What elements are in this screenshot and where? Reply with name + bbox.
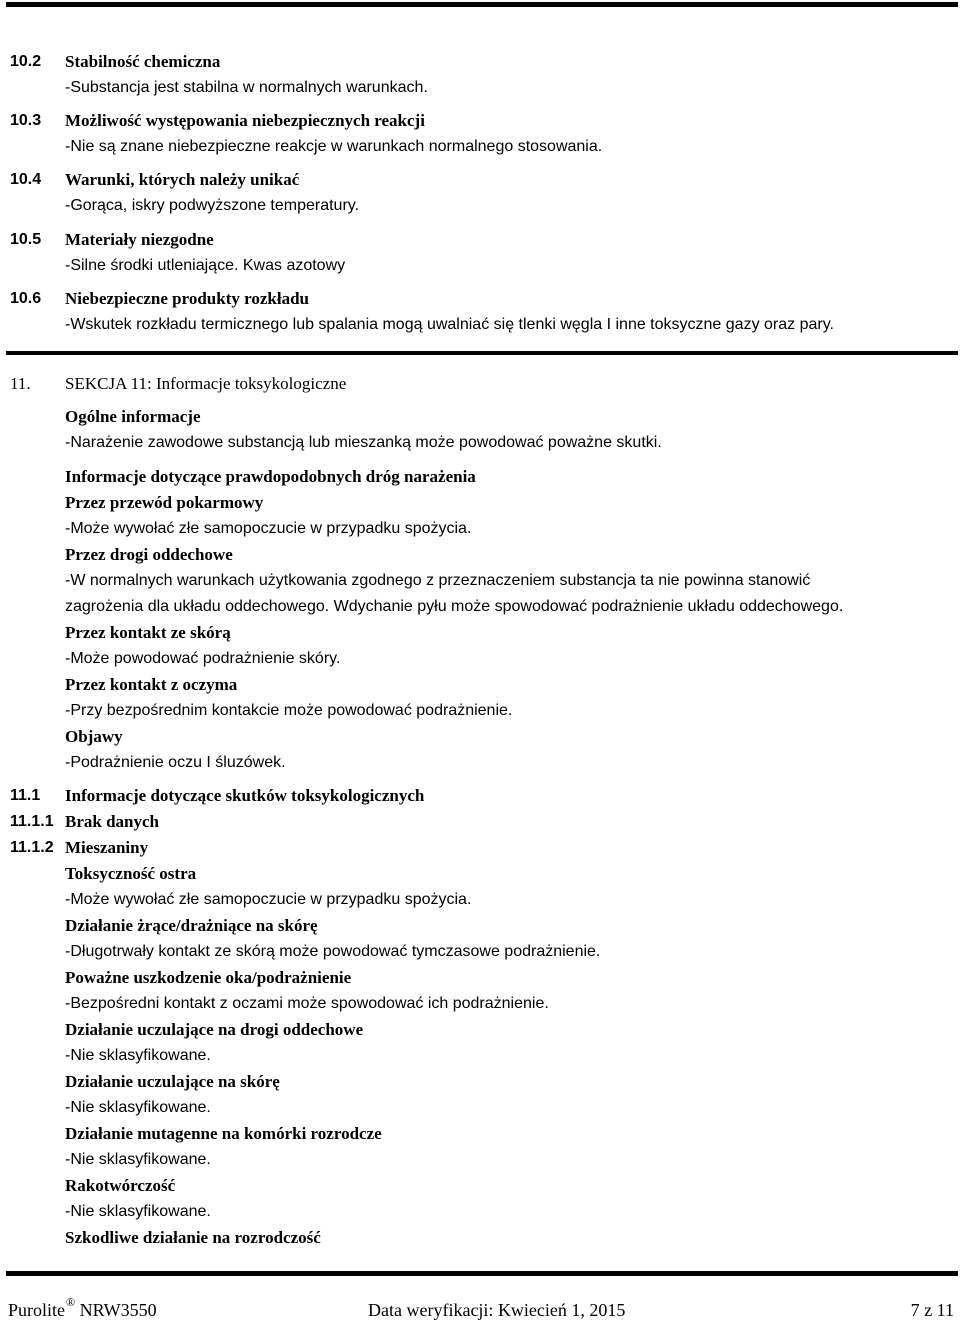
page-footer <box>0 1295 960 1324</box>
section-number: 10.3 <box>10 112 42 129</box>
section-title: Brak danych <box>65 812 159 831</box>
registered-mark: ® <box>66 1295 76 1309</box>
product-code: NRW3550 <box>79 1300 157 1320</box>
section-title: SEKCJA 11: Informacje toksykologiczne <box>65 374 347 393</box>
section-number: 10.4 <box>10 171 42 188</box>
section-divider <box>6 351 958 355</box>
footer-rule <box>6 1271 958 1276</box>
section-number: 10.6 <box>10 290 42 307</box>
section-title: Niebezpieczne produkty rozkładu <box>65 289 309 308</box>
page-number: 7 z 11 <box>910 1300 954 1320</box>
section-title: Mieszaniny <box>65 838 149 857</box>
section-title: Stabilność chemiczna <box>65 52 221 71</box>
section-number: 11.1.2 <box>10 839 54 856</box>
section-number: 11.1 <box>10 787 41 804</box>
section-number: 11. <box>10 374 31 393</box>
section-number: 11.1.1 <box>10 813 54 830</box>
revision-date: Data weryfikacji: Kwiecień 1, 2015 <box>368 1300 626 1320</box>
footer-brand: Purolite® NRW3550 <box>8 1295 157 1320</box>
top-rule <box>6 2 958 7</box>
section-number: 10.5 <box>10 231 42 248</box>
section-number: 10.2 <box>10 53 42 70</box>
section-title: Informacje dotyczące skutków toksykologicznych <box>65 786 425 805</box>
section-title: Warunki, których należy unikać <box>65 170 300 189</box>
section-title: Materiały niezgodne <box>65 230 214 249</box>
section-title: Możliwość występowania niebezpiecznych reakcji <box>65 111 425 130</box>
